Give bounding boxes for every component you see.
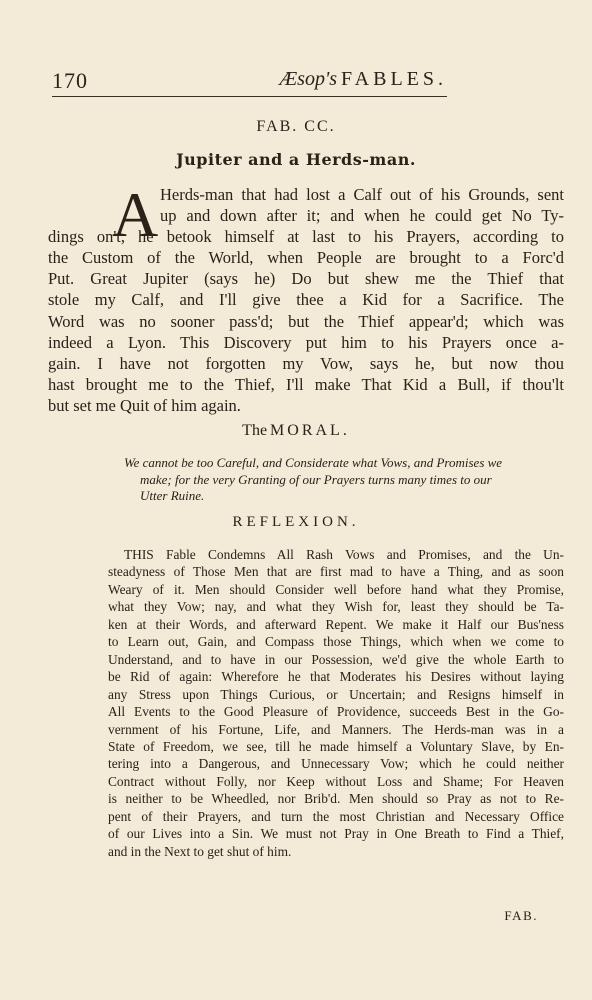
fable-text	[48, 179, 564, 416]
fable-line: but set me Quit of him again.	[48, 395, 241, 415]
reflexion-line: vernment of his Fortune, Life, and Manners. The Herds-man was in a	[108, 721, 564, 737]
catchword: FAB.	[504, 908, 538, 923]
moral-text	[124, 455, 564, 505]
running-title-caps: FABLES.	[341, 68, 447, 90]
reflexion-line: what they Vow; nay, and what they Wish for, least they should be Ta-	[108, 599, 564, 615]
fable-line: stole my Calf, and I'll give thee a Kid for a Sacrifice. The	[48, 290, 564, 310]
reflexion-line: tering into a Dangerous, and Unnecessary Vow; which he could neither	[108, 756, 564, 772]
reflexion-line: and in the Next to get shut of him.	[108, 843, 292, 859]
fable-number: FAB. CC.	[256, 118, 336, 135]
reflexion-line: to Learn out, Gain, and Compass those Things, which when we come to	[108, 634, 564, 650]
fable-line: indeed a Lyon. This Discovery put him to his Prayers once a-	[48, 332, 564, 352]
reflexion-line: be Rid of again: Wherefore he that Moderates his Desires without laying	[108, 669, 564, 685]
reflexion-line: All Events to the Good Pleasure of Providence, succeeds Best in the Go-	[108, 704, 564, 720]
running-header	[52, 66, 447, 97]
reflexion-line: pent of their Prayers, and turn the most Christian and Necessary Office	[108, 808, 564, 824]
fable-line: up and down after it; and when he could get No Ty-	[160, 206, 564, 226]
reflexion-line: steadyness of Those Men that are first mad to have a Thing, and as soon	[108, 564, 564, 580]
moral-line: We cannot be too Careful, and Considerate what Vows, and Promises we	[124, 455, 503, 470]
drop-cap: A	[112, 179, 159, 250]
page-number: 170	[52, 68, 88, 93]
reflexion-line: of our Lives into a Sin. We must not Pray in One Breath to Find a Thief,	[108, 826, 564, 842]
fable-line: dings on't, he betook himself at last to his Prayers, according to	[48, 227, 564, 247]
running-title	[279, 68, 447, 91]
reflexion-line: is neither to be Wheedled, nor Brib'd. Men should so Pray as not to Re-	[108, 791, 564, 807]
reflexion-line: Contract without Folly, nor Keep without Loss and Shame; For Heaven	[108, 773, 564, 789]
fable-line: the Custom of the World, when People are brought to a Forc'd	[48, 248, 564, 268]
reflexion-text	[108, 546, 564, 860]
moral-heading-pre: The	[242, 422, 268, 439]
reflexion-line: ken at their Words, and afterward Repent. We make it Half our Bus'ness	[108, 616, 564, 632]
reflexion-heading: REFLEXION.	[232, 514, 360, 530]
reflexion-line: Weary of it. Men should Consider well before hand what they Promise,	[108, 581, 564, 597]
fable-line: Word was no sooner pass'd; but the Thief appear'd; which was	[48, 311, 564, 331]
fable-line: hast brought me to the Thief, I'll make That Kid a Bull, if thou'lt	[48, 374, 564, 394]
reflexion-line: State of Freedom, we see, till he made himself a Voluntary Slave, by En-	[108, 738, 564, 754]
moral-heading	[0, 422, 592, 440]
fable-line: Herds-man that had lost a Calf out of his Grounds, sent	[160, 185, 564, 204]
reflexion-line: Understand, and to have in our Possession, we'd give the whole Earth to	[108, 651, 564, 667]
fable-title: Jupiter and a Herds-man.	[176, 150, 416, 169]
moral-line: Utter Ruine.	[140, 488, 205, 503]
fable-line: gain. I have not forgotten my Vow, says he, but now thou	[48, 353, 564, 373]
reflexion-line: THIS Fable Condemns All Rash Vows and Promises, and the Un-	[124, 547, 564, 562]
reflexion-line: any Stress upon Things Curious, or Uncertain; and Resigns himself in	[108, 686, 564, 702]
moral-line: make; for the very Granting of our Prayers turns many times to our	[140, 471, 492, 487]
running-title-author: Æsop's	[279, 68, 338, 90]
fable-line: Put. Great Jupiter (says he) Do but shew me the Thief that	[48, 269, 564, 289]
moral-heading-caps: MORAL.	[270, 422, 350, 439]
